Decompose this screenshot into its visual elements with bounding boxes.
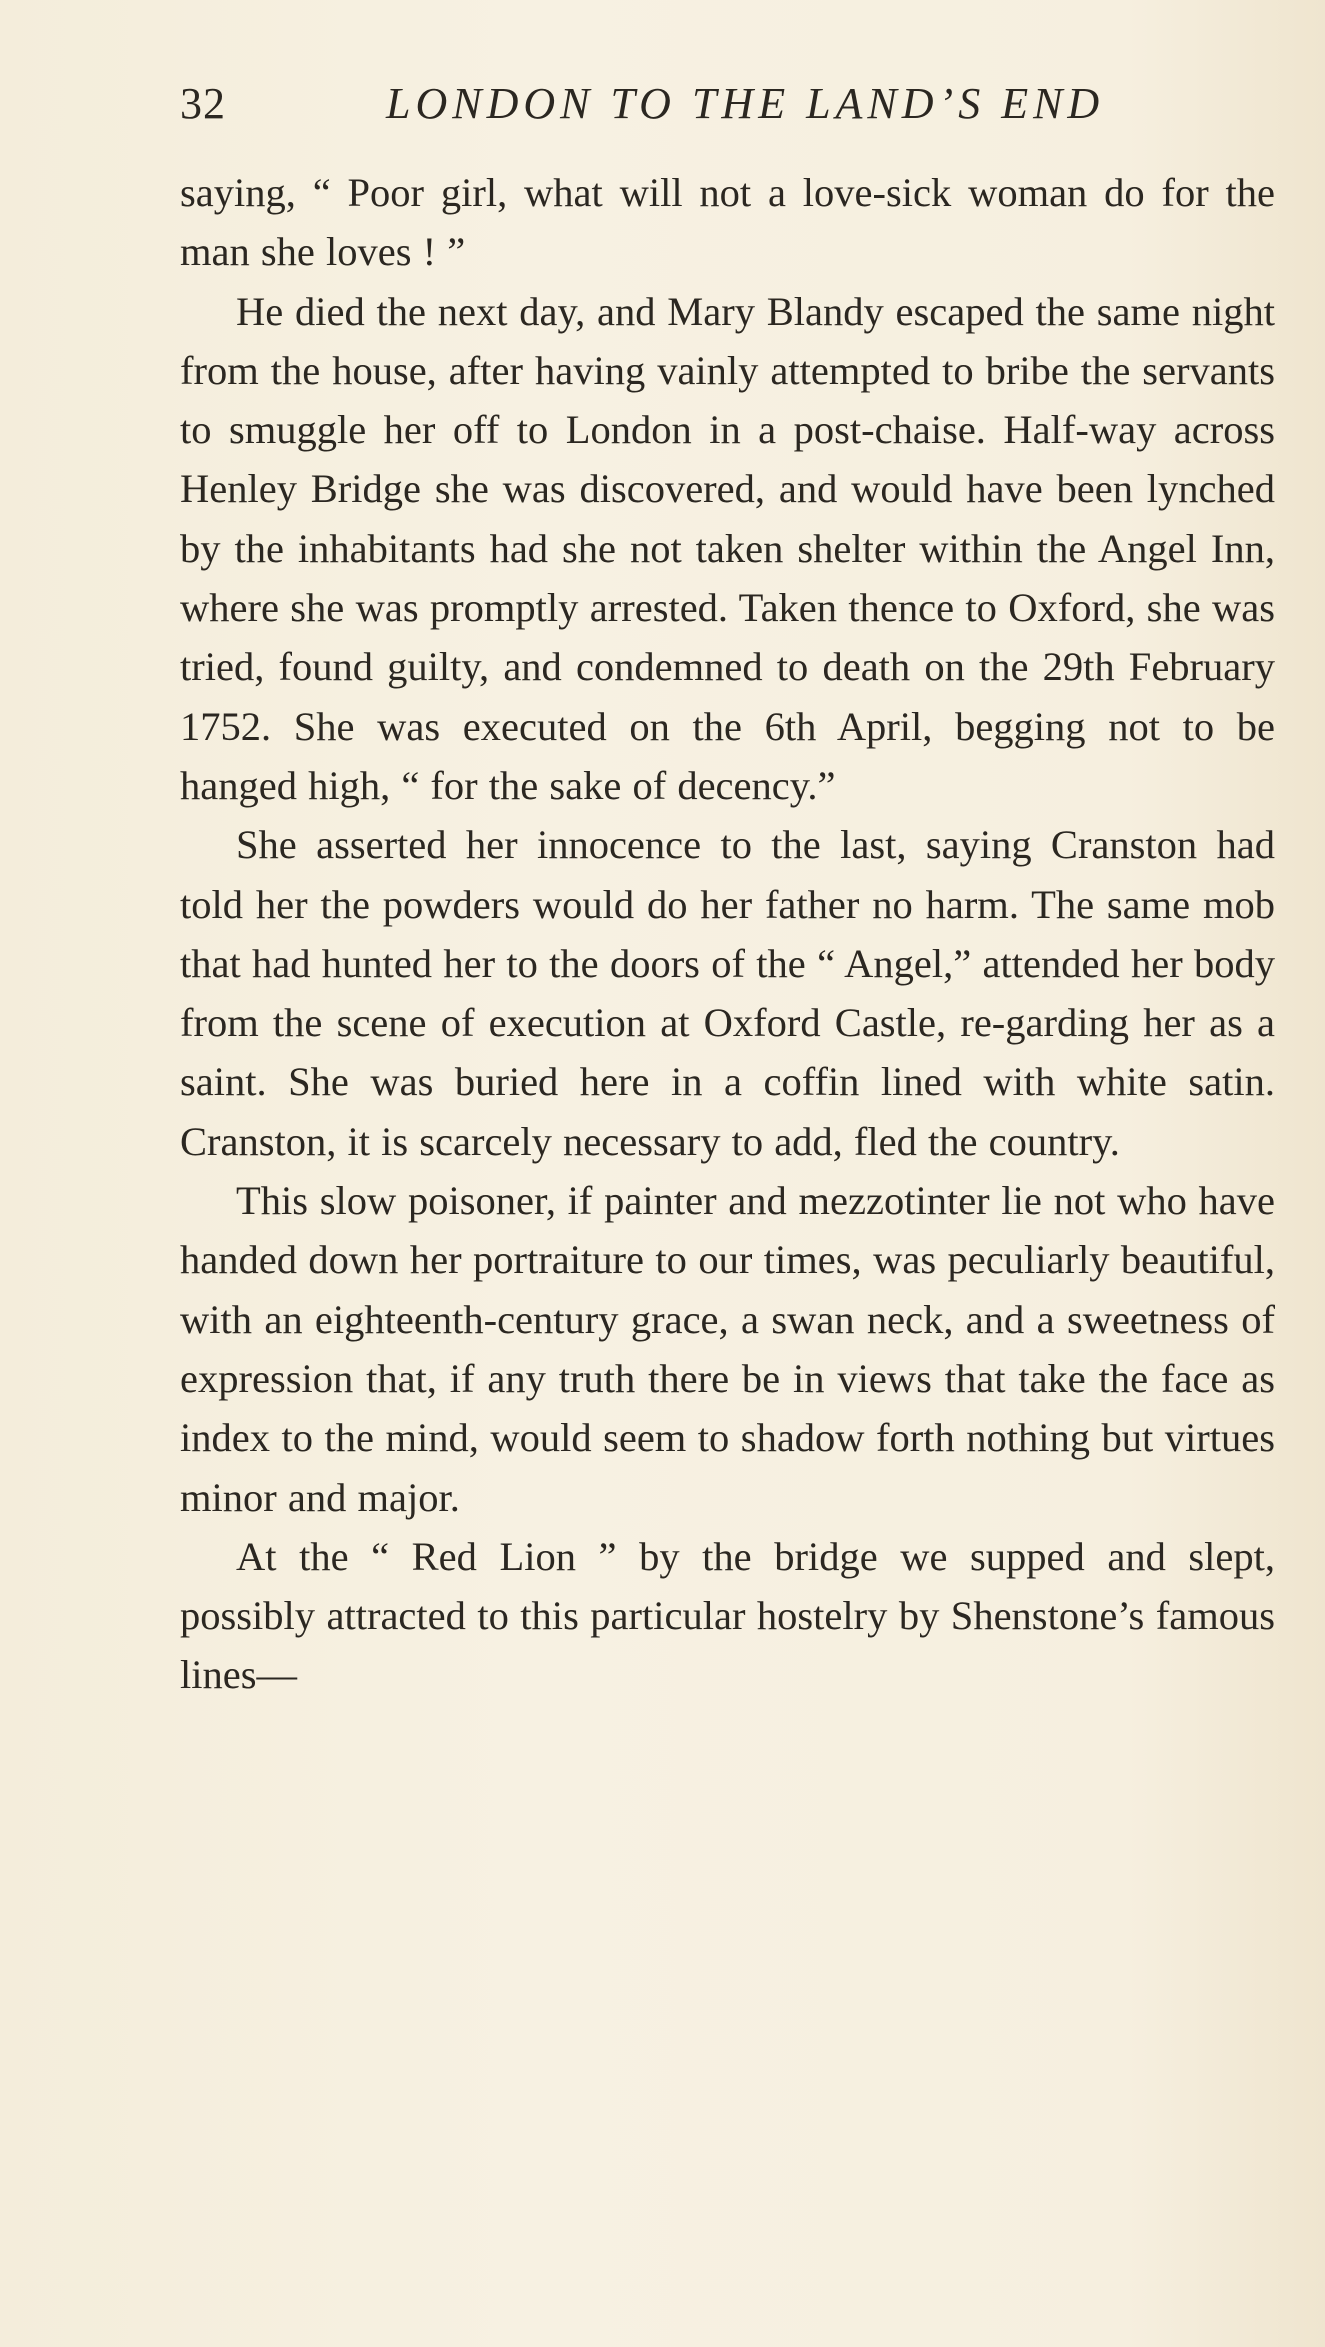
paragraph-innocence: She asserted her innocence to the last, saying Cranston had told her the powders would do her father no harm. The same mob that had hunted her to the doors of the “ Angel,” attended her body from the scene of execution at Oxford Castle, re-garding her as a saint. She was buried here in a coffin lined with white satin. Cranston, it is scarcely necessary to add, fled the country. [180,822,1275,1164]
running-title: LONDON TO THE LAND’S END [386,79,1105,128]
page-number: 32 [180,79,226,128]
paragraph-continuation: saying, “ Poor girl, what will not a love-sick woman do for the man she loves ! ” [180,170,1275,275]
body-text [180,163,1275,1705]
paragraph-portrait: This slow poisoner, if painter and mezzotinter lie not who have handed down her portraiture to our times, was peculiarly beautiful, with an eighteenth-century grace, a swan neck, and a sweetness of expression that, if any truth there be in views that take the face as index to the mind, would seem to shadow forth nothing but virtues minor and major. [180,1178,1275,1520]
running-head [180,78,1270,138]
paragraph-red-lion: At the “ Red Lion ” by the bridge we supped and slept, possibly attracted to this particular hostelry by Shenstone’s famous lines— [180,1533,1275,1698]
paragraph-blandy-escape: He died the next day, and Mary Blandy escaped the same night from the house, after having vainly attempted to bribe the servants to smuggle her off to London in a post-chaise. Half-way across Henley Bridge she was discovered, and would have been lynched by the inhabitants had she not taken shelter within the Angel Inn, where she was promptly arrested. Taken thence to Oxford, she was tried, found guilty, and condemned to death on the 29th February 1752. She was executed on the 6th April, begging not to be hanged high, “ for the sake of decency.” [180,288,1275,808]
